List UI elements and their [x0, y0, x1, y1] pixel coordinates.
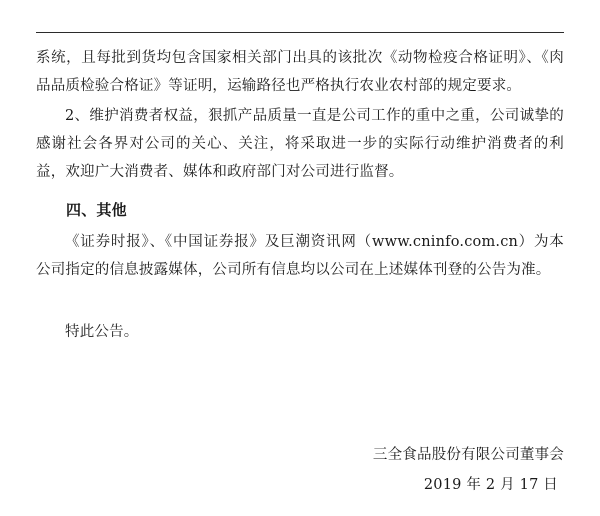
section-heading-other: 四、其他 [66, 201, 127, 219]
paragraph-continued: 系统，且每批到货均包含国家相关部门出具的该批次《动物检疫合格证明》、《肉品品质检验合格证》等证明，运输路径也严格执行农业农村部的规定要求。 [36, 50, 564, 94]
notice-line: 特此公告。 [65, 324, 139, 340]
paragraph-disclosure-media: 《证券时报》、《中国证券报》及巨潮资讯网（www.cninfo.com.cn）为本公司指定的信息披露媒体，公司所有信息均以公司在上述媒体刊登的公告为准。 [36, 234, 564, 278]
paragraph-item-2-block [36, 102, 564, 186]
paragraph-continued-block [36, 44, 564, 100]
paragraph-disclosure-block [36, 228, 564, 284]
signature-company: 三全食品股份有限公司董事会 [372, 447, 564, 463]
document-body [36, 44, 564, 348]
header-divider-rule [36, 32, 564, 33]
signature-date: 2019 年 2 月 17 日 [423, 477, 558, 493]
signature-block [373, 440, 564, 500]
paragraph-item-2: 2、维护消费者权益，狠抓产品质量一直是公司工作的重中之重，公司诚挚的感谢社会各界对公司的关心、关注，将采取进一步的实际行动维护消费者的利益，欢迎广大消费者、媒体和政府部门对公司进行监督。 [36, 108, 564, 180]
